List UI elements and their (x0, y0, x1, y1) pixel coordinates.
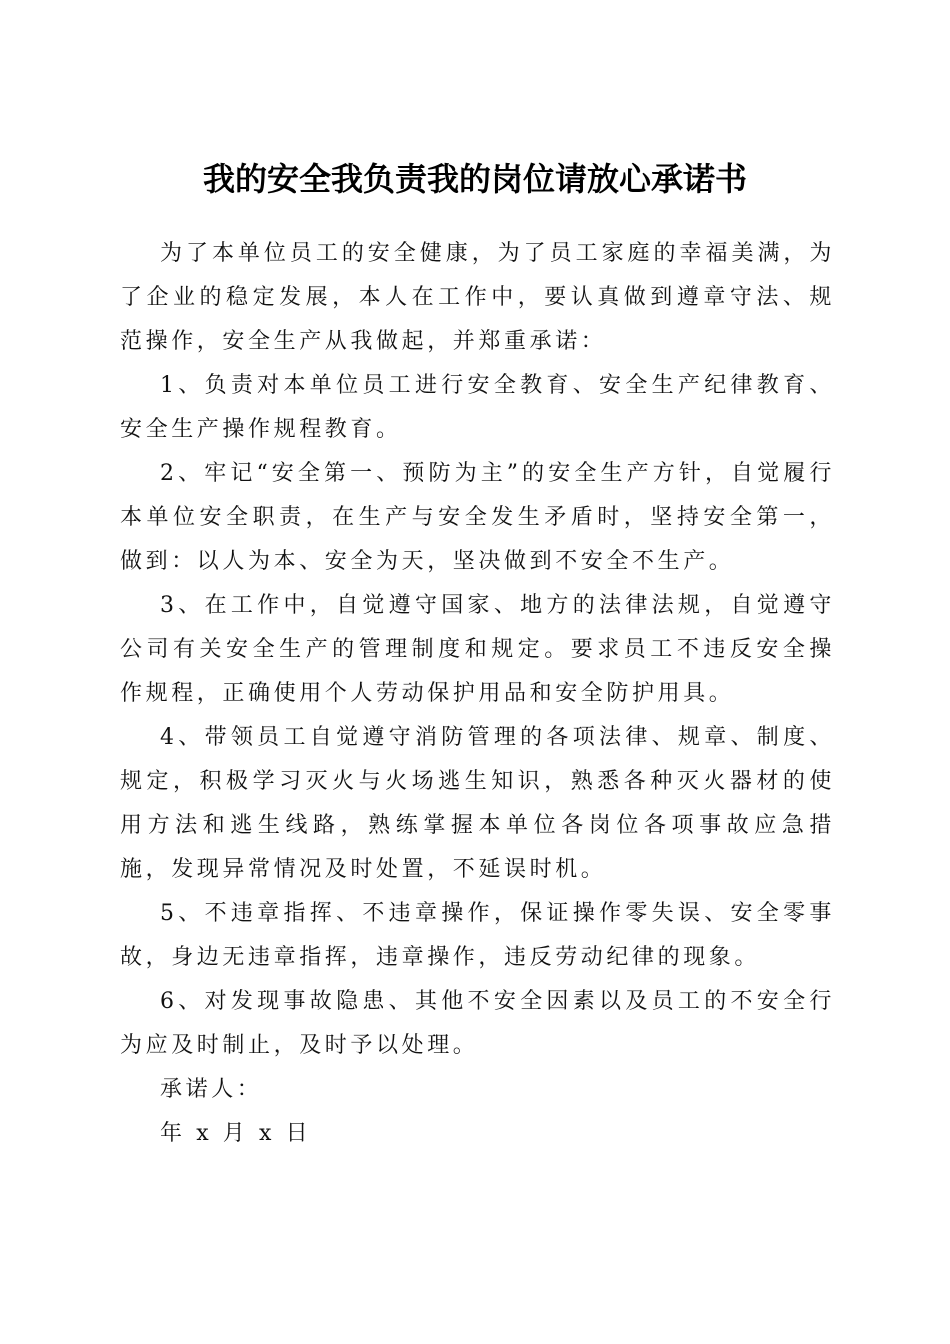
commitment-item-5: 5、不违章指挥、不违章操作，保证操作零失误、安全零事故，身边无违章指挥，违章操作，违反劳动纪律的现象。 (120, 901, 835, 970)
intro-paragraph: 为了本单位员工的安全健康，为了员工家庭的幸福美满，为了企业的稳定发展，本人在工作中，要认真做到遵章守法、规范操作，安全生产从我做起，并郑重承诺： (120, 241, 835, 354)
commitment-item-1: 1、负责对本单位员工进行安全教育、安全生产纪律教育、安全生产操作规程教育。 (120, 373, 835, 442)
document-title: 我的安全我负责我的岗位请放心承诺书 (202, 160, 747, 199)
commitment-item-2: 2、牢记“安全第一、预防为主”的安全生产方针，自觉履行本单位安全职责，在生产与安全发生矛盾时，坚持安全第一，做到：以人为本、安全为天，坚决做到不安全不生产。 (120, 461, 835, 574)
document-body (120, 232, 835, 1156)
commitment-item-4: 4、带领员工自觉遵守消防管理的各项法律、规章、制度、规定，积极学习灭火与火场逃生知识，熟悉各种灭火器材的使用方法和逃生线路，熟练掌握本单位各岗位各项事故应急措施，发现异常情况及时处置，不延误时机。 (120, 725, 835, 882)
date-line: 年 x 月 x 日 (160, 1121, 312, 1146)
commitment-item-6: 6、对发现事故隐患、其他不安全因素以及员工的不安全行为应及时制止，及时予以处理。 (120, 989, 835, 1058)
signer-label: 承诺人： (160, 1077, 263, 1102)
signature-block (120, 1068, 835, 1156)
commitment-item-3: 3、在工作中，自觉遵守国家、地方的法律法规，自觉遵守公司有关安全生产的管理制度和规定。要求员工不违反安全操作规程，正确使用个人劳动保护用品和安全防护用具。 (120, 593, 835, 706)
